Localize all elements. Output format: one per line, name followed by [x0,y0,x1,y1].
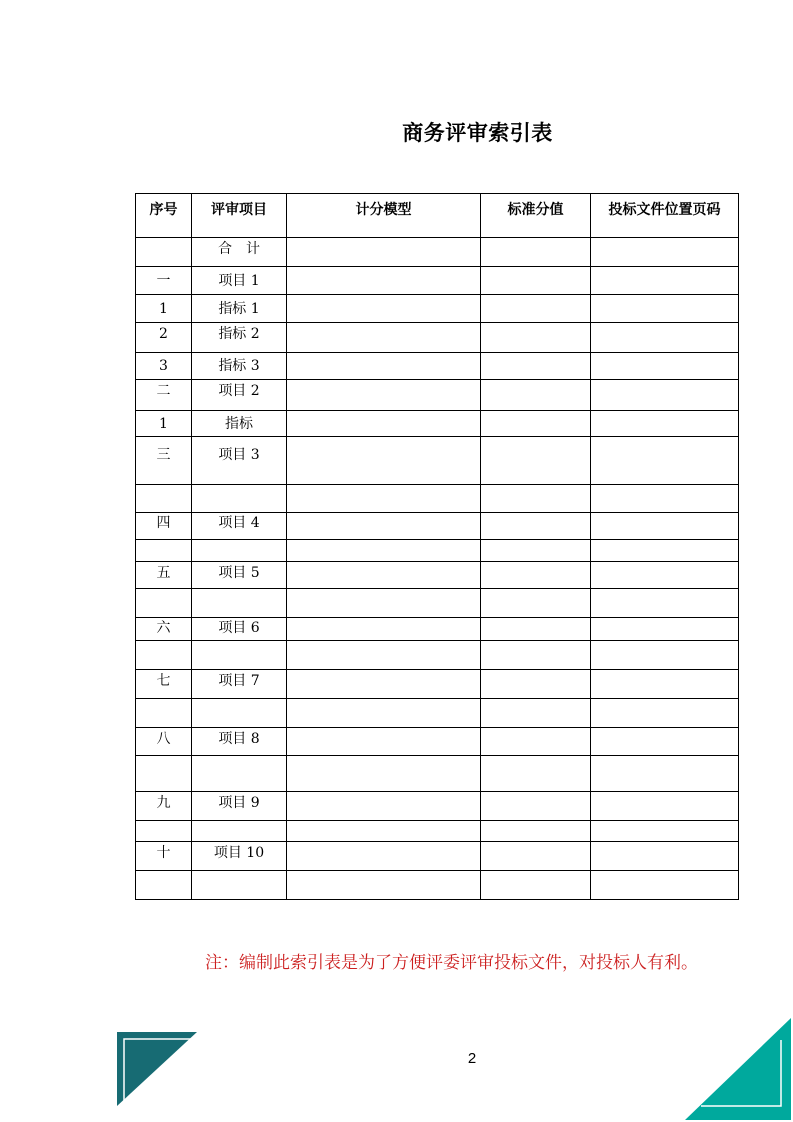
table-row [136,411,739,437]
table-row [136,295,739,323]
cell-item: 项目 5 [192,562,287,589]
cell-model [287,323,481,353]
cell-seq: 三 [136,437,192,485]
cell-page [591,380,739,411]
cell-score [481,728,591,756]
cell-score [481,756,591,792]
cell-seq [136,485,192,513]
table-row [136,821,739,842]
table-row [136,437,739,485]
cell-score [481,380,591,411]
cell-page [591,792,739,821]
cell-seq: 九 [136,792,192,821]
cell-seq [136,641,192,670]
header-seq: 序号 [136,194,192,238]
cell-model [287,513,481,540]
table-row [136,699,739,728]
cell-seq: 一 [136,267,192,295]
cell-score [481,589,591,618]
cell-item [192,540,287,562]
cell-page [591,267,739,295]
table-row [136,353,739,380]
cell-model [287,618,481,641]
cell-model [287,562,481,589]
header-item: 评审项目 [192,194,287,238]
cell-score [481,641,591,670]
right-corner-decoration [683,1016,793,1122]
left-corner-decoration [115,1030,200,1110]
cell-score [481,562,591,589]
cell-seq [136,871,192,900]
cell-seq: 1 [136,295,192,323]
cell-score [481,267,591,295]
cell-item: 项目 7 [192,670,287,699]
cell-score [481,513,591,540]
cell-model [287,437,481,485]
cell-page [591,353,739,380]
cell-score [481,485,591,513]
table-row [136,485,739,513]
cell-item [192,821,287,842]
cell-page [591,699,739,728]
cell-model [287,267,481,295]
cell-score [481,842,591,871]
cell-score [481,353,591,380]
cell-model [287,699,481,728]
cell-item: 项目 6 [192,618,287,641]
cell-item: 项目 2 [192,380,287,411]
table-row [136,618,739,641]
cell-item: 合 计 [192,238,287,267]
page-title: 商务评审索引表 [402,121,553,145]
cell-seq [136,589,192,618]
cell-seq [136,699,192,728]
cell-score [481,821,591,842]
cell-page [591,670,739,699]
cell-score [481,238,591,267]
cell-item [192,589,287,618]
cell-page [591,562,739,589]
cell-model [287,670,481,699]
cell-score [481,792,591,821]
cell-item: 项目 8 [192,728,287,756]
cell-score [481,411,591,437]
cell-seq: 七 [136,670,192,699]
cell-page [591,323,739,353]
cell-score [481,540,591,562]
cell-page [591,756,739,792]
cell-seq [136,756,192,792]
cell-model [287,792,481,821]
table-header-row [136,194,739,238]
table-row [136,540,739,562]
cell-page [591,411,739,437]
cell-seq: 八 [136,728,192,756]
cell-page [591,821,739,842]
cell-seq: 四 [136,513,192,540]
cell-page [591,540,739,562]
cell-page [591,485,739,513]
right-triangle-shape [685,1018,791,1120]
table-row [136,842,739,871]
cell-model [287,295,481,323]
cell-page [591,295,739,323]
cell-page [591,513,739,540]
header-page: 投标文件位置页码 [591,194,739,238]
cell-item: 项目 3 [192,437,287,485]
cell-item [192,756,287,792]
cell-page [591,641,739,670]
footnote: 注：编制此索引表是为了方便评委评审投标文件，对投标人有利。 [205,953,698,973]
cell-item: 项目 10 [192,842,287,871]
cell-seq: 2 [136,323,192,353]
cell-seq: 十 [136,842,192,871]
cell-item: 指标 [192,411,287,437]
cell-item: 指标 3 [192,353,287,380]
table-row [136,641,739,670]
header-score: 标准分值 [481,194,591,238]
cell-item [192,871,287,900]
cell-model [287,821,481,842]
cell-score [481,618,591,641]
cell-item [192,699,287,728]
cell-seq: 六 [136,618,192,641]
cell-score [481,323,591,353]
cell-item: 指标 1 [192,295,287,323]
cell-page [591,842,739,871]
cell-page [591,238,739,267]
cell-item: 指标 2 [192,323,287,353]
table-row [136,267,739,295]
cell-model [287,842,481,871]
cell-score [481,437,591,485]
cell-model [287,540,481,562]
cell-model [287,485,481,513]
table-row [136,323,739,353]
cell-seq [136,540,192,562]
table-row [136,589,739,618]
table-row [136,792,739,821]
table-row [136,513,739,540]
cell-score [481,295,591,323]
cell-model [287,641,481,670]
table-row [136,728,739,756]
table-row [136,670,739,699]
table-row [136,756,739,792]
cell-model [287,353,481,380]
cell-item [192,485,287,513]
cell-page [591,618,739,641]
review-index-table [135,193,739,900]
table-row [136,871,739,900]
cell-seq: 二 [136,380,192,411]
cell-score [481,699,591,728]
cell-seq: 1 [136,411,192,437]
cell-model [287,411,481,437]
cell-model [287,380,481,411]
cell-model [287,728,481,756]
cell-page [591,728,739,756]
cell-item: 项目 9 [192,792,287,821]
cell-score [481,670,591,699]
page-number: 2 [467,1050,477,1067]
cell-seq [136,238,192,267]
cell-page [591,871,739,900]
cell-model [287,238,481,267]
cell-model [287,871,481,900]
cell-page [591,589,739,618]
cell-item: 项目 1 [192,267,287,295]
cell-seq: 3 [136,353,192,380]
header-model: 计分模型 [287,194,481,238]
cell-score [481,871,591,900]
cell-seq [136,821,192,842]
cell-item [192,641,287,670]
table-row [136,380,739,411]
left-triangle-shape [117,1032,197,1106]
cell-item: 项目 4 [192,513,287,540]
cell-page [591,437,739,485]
table-row [136,238,739,267]
cell-model [287,589,481,618]
cell-model [287,756,481,792]
cell-seq: 五 [136,562,192,589]
table-row [136,562,739,589]
